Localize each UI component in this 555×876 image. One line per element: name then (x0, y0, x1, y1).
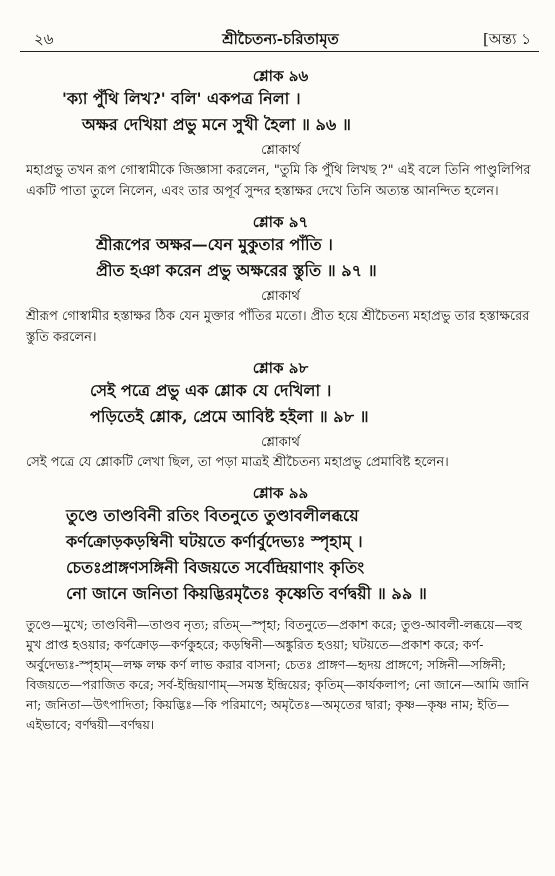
running-title: শ্রীচৈতন্য-চরিতামৃত (222, 30, 339, 48)
verse-text-97 (26, 232, 535, 284)
verse-line: প্রীত হঞা করেন প্রভু অক্ষরের স্তুতি ॥ ৯৭ ॥ (96, 261, 377, 280)
verse-line: অক্ষর দেখিয়া প্রভু মনে সুখী হৈলা ॥ ৯৬ ॥ (82, 115, 351, 134)
translation-heading-97: শ্লোকার্থ (261, 289, 300, 304)
header-rule (20, 51, 539, 52)
page-header (26, 28, 535, 48)
page-content (26, 66, 535, 735)
verse-line: কর্ণক্রোড়কড়ম্বিনী ঘটয়তে কর্ণার্বুদেভ্যঃ স্পৃহাম্ । (66, 532, 363, 551)
verse-line: 'ক্যা পুঁথি লিখ?' বলি' একপত্র নিলা । (62, 89, 301, 108)
verse-line: পড়িতেই শ্লোক, প্রেমে আবিষ্ট হইলা ॥ ৯৮ ॥ (90, 407, 369, 426)
translation-97: শ্রীরূপ গোস্বামীর হস্তাক্ষর ঠিক যেন মুক্তার পাঁতির মতো। প্রীত হয়ে শ্রীচৈতন্য মহাপ্রভু তার হস্তাক্ষরের স্তুতি করলেন। (26, 309, 530, 345)
verse-text-98 (26, 378, 535, 430)
verse-line: চেতঃপ্রাঙ্গণসঙ্গিনী বিজয়তে সর্বেন্দ্রিয়াণাং কৃতিং (66, 558, 365, 577)
verse-line: তুণ্ডে তাণ্ডবিনী রতিং বিতনুতে তুণ্ডাবলীলব্ধয়ে (66, 506, 359, 525)
verse-line: সেই পত্রে প্রভু এক শ্লোক যে দেখিলা । (90, 381, 332, 400)
verse-text-96 (26, 86, 535, 138)
verse-heading-96: শ্লোক ৯৬ (252, 67, 309, 85)
translation-heading-96: শ্লোকার্থ (261, 143, 300, 158)
translation-98: সেই পত্রে যে শ্লোকটি লেখা ছিল, তা পড়া মাত্রই শ্রীচৈতন্য মহাপ্রভু প্রেমাবিষ্ট হলেন। (26, 455, 449, 470)
verse-heading-98: শ্লোক ৯৮ (252, 359, 309, 377)
verse-heading-99: শ্লোক ৯৯ (252, 484, 309, 502)
translation-heading-98: শ্লোকার্থ (261, 435, 300, 450)
verse-text-99 (26, 503, 535, 607)
verse-heading-97: শ্লোক ৯৭ (252, 213, 309, 231)
verse-line: নো জানে জনিতা কিয়দ্ভিরমৃতৈঃ কৃষ্ণেতি বর্ণদ্বয়ী ॥ ৯৯ ॥ (66, 584, 427, 603)
translation-96: মহাপ্রভু তখন রূপ গোস্বামীকে জিজ্ঞাসা করলেন, "তুমি কি পুঁথি লিখছ ?" এই বলে তিনি পাণ্ডুলিপির একটি পাতা তুলে নিলেন, এবং তার অপূর্ব সুন্দর হস্তাক্ষর দেখে তিনি অত্যন্ত আনন্দিত হলেন। (26, 163, 531, 199)
chapter-marker: [অন্ত্য ১ (482, 30, 531, 48)
verse-line: শ্রীরূপের অক্ষর—যেন মুকুতার পাঁতি । (96, 235, 333, 254)
page-number: ২৬ (34, 30, 54, 48)
word-for-word-glossary: তুণ্ডে—মুখে; তাণ্ডবিনী—তাণ্ডব নৃত্য; রতিম্—স্পৃহা; বিতনুতে—প্রকাশ করে; তুণ্ড-আবলী-লব্ধয়ে—বহু মুখ প্রাপ্ত হওয়ার; কর্ণক্রোড়—কর্ণকুহরে; কড়ম্বিনী—অঙ্কুরিত হওয়া; ঘটয়তে—প্রকাশ করে; কর্ণ-অর্বুদেভ্যঃ-স্পৃহাম্—লক্ষ লক্ষ কর্ণ লাভ করার বাসনা; চেতঃ প্রাঙ্গণ—হৃদয় প্রাঙ্গণে; সঙ্গিনী—সঙ্গিনী; বিজয়তে—পরাজিত করে; সর্ব-ইন্দ্রিয়াণাম্—সমস্ত ইন্দ্রিয়ের; কৃতিম্—কার্যকলাপ; নো জানে—আমি জানি না; জনিতা—উৎপাদিতা; কিয়দ্ভিঃ—কি পরিমাণে; অমৃতৈঃ—অমৃতের দ্বারা; কৃষ্ণ—কৃষ্ণ নাম; ইতি—এইভাবে; বর্ণদ্বয়ী—বর্ণদ্বয়। (26, 617, 529, 732)
